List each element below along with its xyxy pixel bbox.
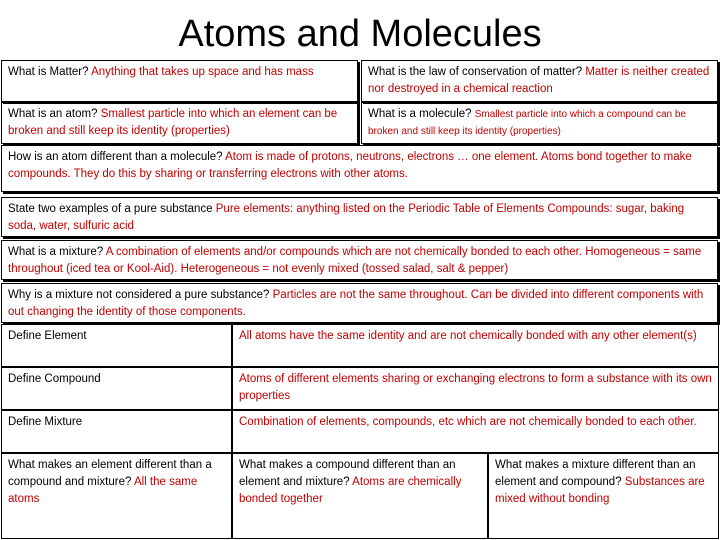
molecule-answer: Smallest particle into which a compound can be broken and still keep its identity (properties): [368, 109, 686, 137]
pure-substance-question: State two examples of a pure substance: [8, 203, 216, 215]
element-comparison-box: [1, 453, 232, 539]
define-mixture-label: Define Mixture: [8, 416, 83, 428]
page-title: Atoms and Molecules: [178, 13, 542, 55]
atom-vs-molecule-box: [1, 145, 718, 192]
atom-vs-molecule-question: How is an atom different than a molecule?: [8, 151, 226, 163]
mixture-definition-text: Combination of elements, compounds, etc which are not chemically bonded to each other.: [239, 416, 697, 428]
element-comparison-question: What makes an element different than a compound and mixture?: [8, 459, 212, 488]
conservation-question-box: [361, 60, 718, 102]
mixture-not-pure-box: [1, 283, 718, 323]
compound-comparison-box: [232, 453, 488, 539]
define-element-label: Define Element: [8, 330, 87, 342]
define-mixture-definition: [232, 410, 719, 453]
define-mixture-term: [1, 410, 232, 453]
atom-vs-molecule-answer: Atom is made of protons, neutrons, electrons … one element. Atoms bond together to make compounds. They do this by sharing or transferring electrons with other atoms.: [8, 151, 692, 180]
conservation-answer: Matter is neither created nor destroyed in a chemical reaction: [368, 66, 710, 95]
mixture-not-pure-answer: Particles are not the same throughout. Can be divided into different components with out changing the identity of those components.: [8, 289, 704, 318]
molecule-question-box: [361, 102, 718, 144]
mixture-question: What is a mixture?: [8, 246, 106, 258]
atom-question: What is an atom?: [8, 108, 101, 120]
mixture-comparison-box: [488, 453, 719, 539]
pure-substance-box: [1, 197, 718, 237]
matter-answer: Anything that takes up space and has mass: [91, 66, 314, 78]
mixture-not-pure-question: Why is a mixture not considered a pure substance?: [8, 289, 273, 301]
molecule-question: What is a molecule?: [368, 108, 475, 120]
element-comparison-answer: All the same atoms: [8, 476, 198, 505]
atom-question-box: [1, 102, 358, 144]
define-element-definition: [232, 324, 719, 367]
mixture-comparison-answer: Substances are mixed without bonding: [495, 476, 705, 505]
define-compound-label: Define Compound: [8, 373, 101, 385]
element-definition-text: All atoms have the same identity and are not chemically bonded with any other element(s): [239, 330, 697, 342]
compound-definition-text: Atoms of different elements sharing or exchanging electrons to form a substance with its own properties: [239, 373, 712, 402]
matter-question: What is Matter?: [8, 66, 92, 78]
conservation-question: What is the law of conservation of matter?: [368, 66, 586, 78]
atom-answer: Smallest particle into which an element can be broken and still keep its identity (properties): [8, 108, 338, 137]
define-element-term: [1, 324, 232, 367]
matter-question-box: [1, 60, 358, 102]
mixture-comparison-question: What makes a mixture different than an element and compound?: [495, 459, 696, 488]
pure-substance-answer: Pure elements: anything listed on the Periodic Table of Elements Compounds: sugar, baking soda, water, sulfuric acid: [8, 203, 685, 232]
mixture-box: [1, 240, 718, 280]
compound-comparison-question: What makes a compound different than an element and mixture?: [239, 459, 456, 488]
define-compound-definition: [232, 367, 719, 410]
define-compound-term: [1, 367, 232, 410]
mixture-answer: A combination of elements and/or compounds which are not chemically bonded to each other. Homogeneous = same throughout (iced tea or Kool-Aid). Heterogeneous = not evenly mixed (tossed salad, salt & pepper): [8, 246, 702, 275]
compound-comparison-answer: Atoms are chemically bonded together: [239, 476, 462, 505]
